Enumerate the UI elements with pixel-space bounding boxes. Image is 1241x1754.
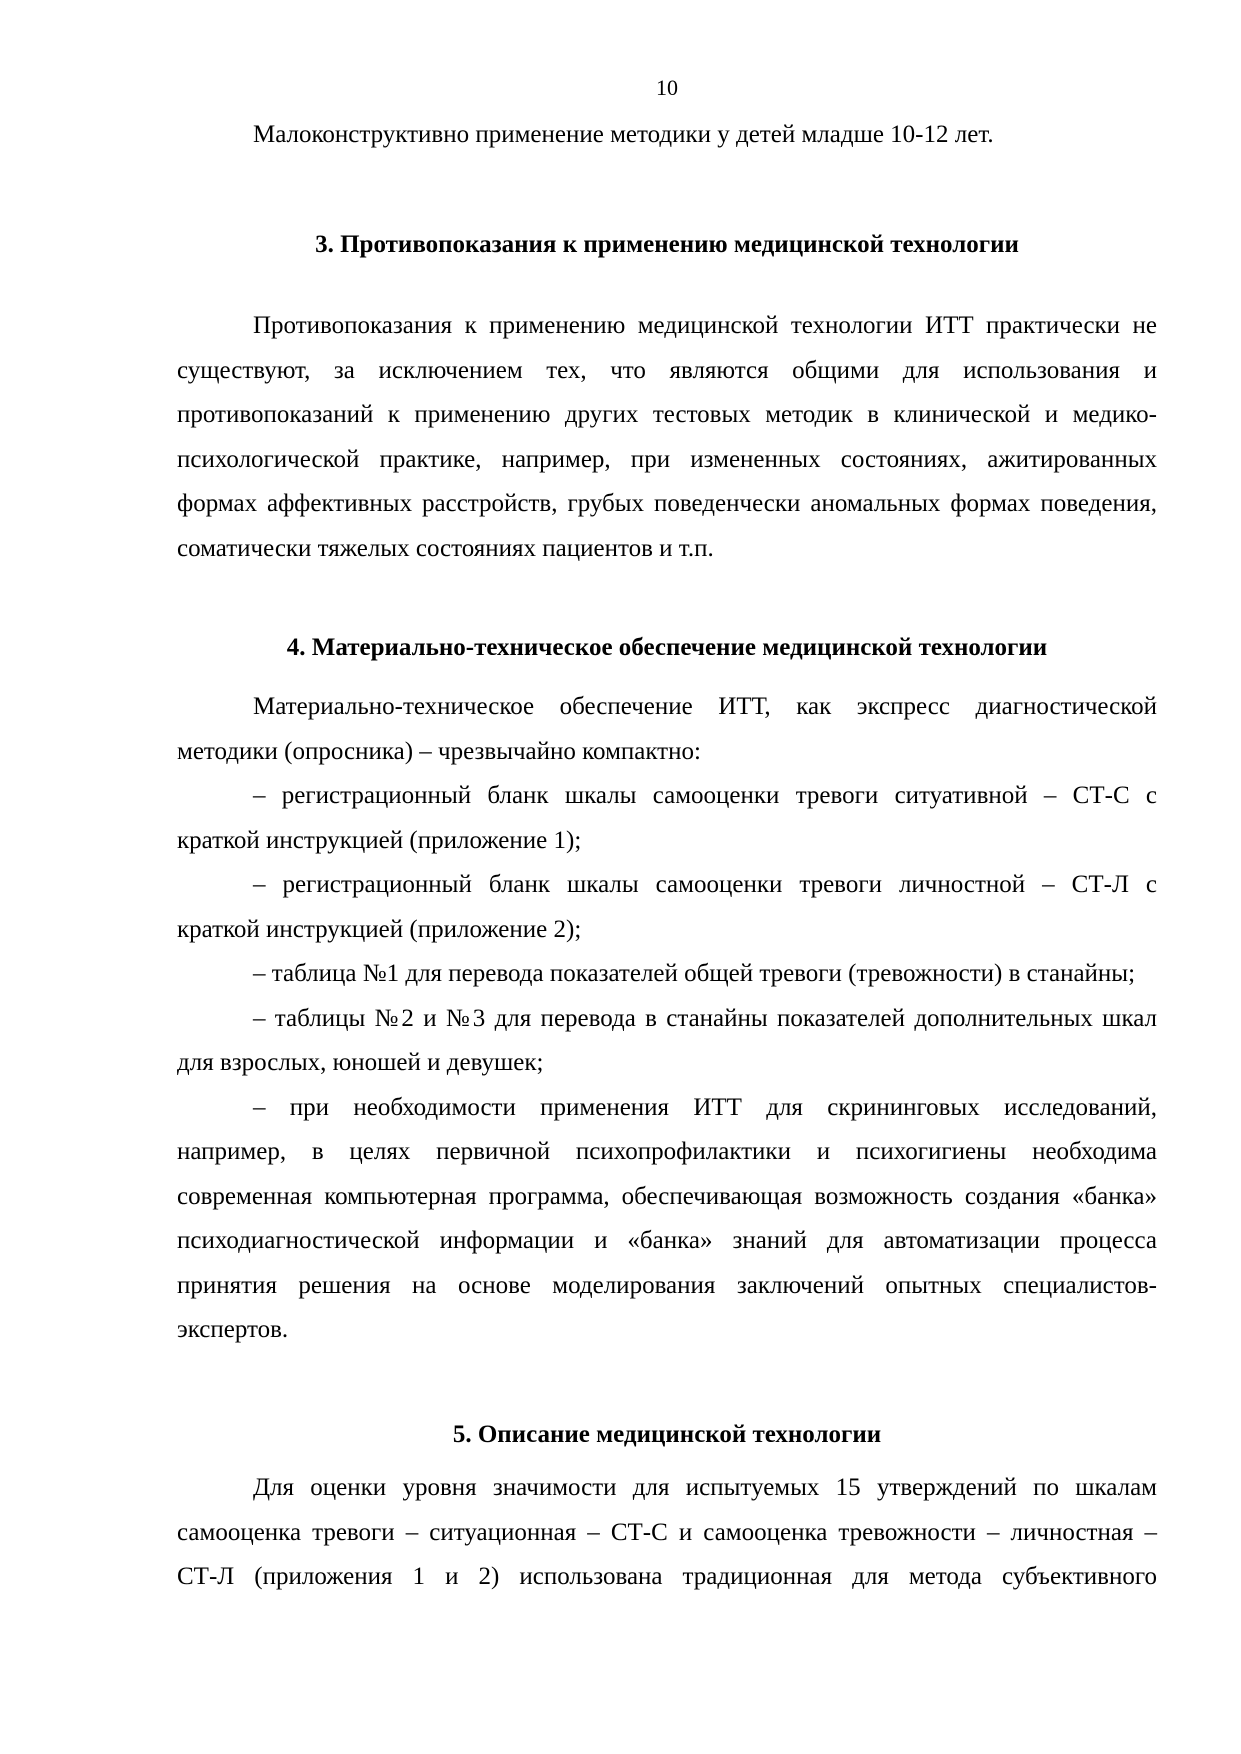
list-item-line: – регистрационный бланк шкалы самооценки тревоги ситуативной – СТ-С с bbox=[253, 782, 1157, 809]
list-item-line: психодиагностической информации и «банка» знаний для автоматизации процесса bbox=[177, 1227, 1157, 1254]
paragraph-line: формах аффективных расстройств, грубых поведенчески аномальных формах поведения, bbox=[177, 490, 1157, 517]
section-4-heading: 4. Материально-техническое обеспечение медицинской технологии bbox=[286, 634, 1048, 661]
paragraph-line: соматически тяжелых состояниях пациентов и т.п. bbox=[177, 534, 714, 562]
paragraph-line: противопоказаний к применению других тестовых методик в клинической и медико- bbox=[177, 401, 1157, 428]
list-item-line: например, в целях первичной психопрофилактики и психогигиены необходима bbox=[177, 1138, 1157, 1165]
paragraph-line: Противопоказания к применению медицинской технологии ИТТ практически не bbox=[253, 312, 1157, 339]
list-item-line: для взрослых, юношей и девушек; bbox=[177, 1049, 544, 1076]
paragraph-line: самооценка тревоги – ситуационная – СТ-С и самооценка тревожности – личностная – bbox=[177, 1518, 1157, 1546]
list-item-line: – при необходимости применения ИТТ для скрининговых исследований, bbox=[253, 1093, 1157, 1121]
list-item-line: – таблицы №2 и №3 для перевода в станайны показателей дополнительных шкал bbox=[253, 1004, 1157, 1032]
list-item-line: краткой инструкцией (приложение 2); bbox=[177, 915, 582, 943]
section-4-paragraph bbox=[177, 685, 1157, 1353]
paragraph-line: Для оценки уровня значимости для испытуемых 15 утверждений по шкалам bbox=[253, 1474, 1157, 1501]
list-item-line: – регистрационный бланк шкалы самооценки тревоги личностной – СТ-Л с bbox=[253, 871, 1157, 898]
section-3-heading: 3. Противопоказания к применению медицинской технологии bbox=[315, 231, 1019, 258]
page-number: 10 bbox=[656, 75, 678, 100]
list-item-line: – таблица №1 для перевода показателей общей тревоги (тревожности) в станайны; bbox=[253, 960, 1136, 987]
section-5-paragraph bbox=[177, 1466, 1157, 1600]
paragraph-line: методики (опросника) – чрезвычайно компактно: bbox=[177, 737, 701, 765]
paragraph-line: СТ-Л (приложения 1 и 2) использована традиционная для метода субъективного bbox=[177, 1563, 1157, 1590]
list-item-line: принятия решения на основе моделирования заключений опытных специалистов- bbox=[177, 1271, 1157, 1299]
list-item-line: краткой инструкцией (приложение 1); bbox=[177, 826, 582, 854]
paragraph-line: Материально-техническое обеспечение ИТТ, как экспресс диагностической bbox=[253, 693, 1157, 720]
section-3-paragraph bbox=[177, 304, 1157, 571]
list-item-line: современная компьютерная программа, обеспечивающая возможность создания «банка» bbox=[177, 1182, 1157, 1210]
list-item-line: экспертов. bbox=[177, 1316, 289, 1343]
paragraph-line: психологической практике, например, при измененных состояниях, ажитированных bbox=[177, 445, 1157, 473]
paragraph-line: существуют, за исключением тех, что являются общими для использования и bbox=[177, 356, 1157, 384]
intro-line: Малоконструктивно применение методики у детей младше 10-12 лет. bbox=[253, 121, 994, 148]
section-5-heading: 5. Описание медицинской технологии bbox=[452, 1421, 882, 1448]
